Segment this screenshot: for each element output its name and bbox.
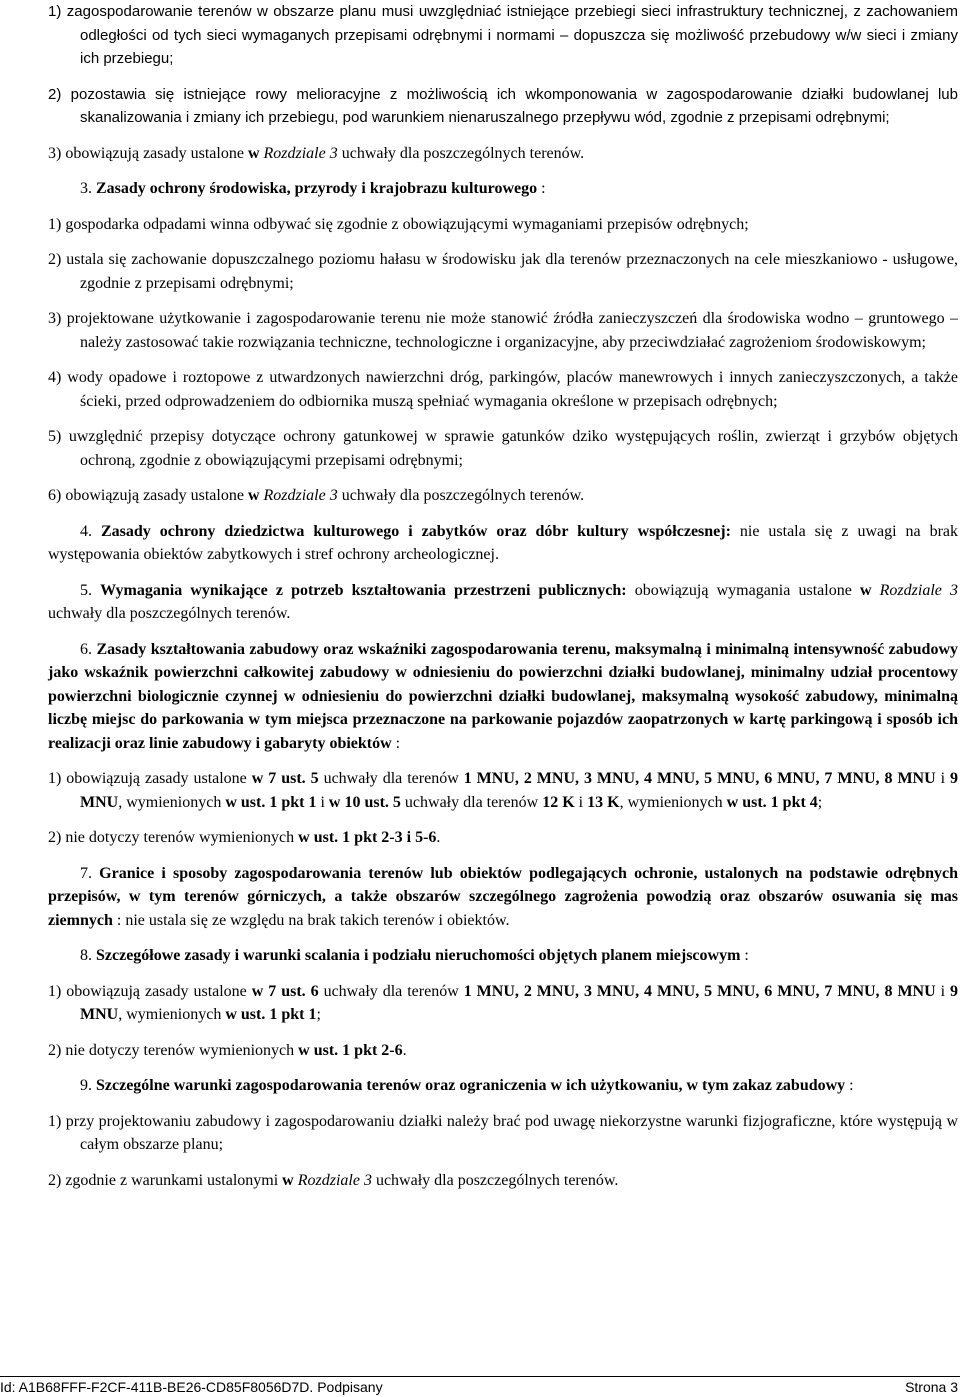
list-item: 2) pozostawia się istniejące rowy melioracyjne z możliwością ich wkomponowania w zagospodarowanie działki budowlanej lub skanalizowania i zmiany ich przebiegu, pod warunkiem nienaruszalnego przepływu wód, zgodnie z przepisami odrębnymi; [48, 85, 958, 126]
list-item: 1) zagospodarowanie terenów w obszarze planu musi uwzględniać istniejące przebiegi sieci infrastruktury technicznej, z zachowaniem odległości od tych sieci wymaganych przepisami odrębnymi i normami – dopuszcza się możliwość przebudowy w/w sieci i zmiany ich przebiegu; [48, 3, 958, 67]
section-heading: 6. Zasady kształtowania zabudowy oraz wskaźniki zagospodarowania terenu, maksymalną i minimalną intensywność zabudowy jako wskaźnik powierzchni całkowitej zabudowy w odniesieniu do powierzchni działki budowlanej, minimalny udział procentowy powierzchni biologicznie czynnej w odniesieniu do powierzchni działki budowlanej, maksymalną wysokość zabudowy, minimalną liczbę miejsc do parkowania w tym miejsca przeznaczone na parkowanie pojazdów zaopatrzonych w kartę parkingową i sposób ich realizacji oraz linie zabudowy i gabaryty obiektów : [48, 640, 958, 752]
document-id: Id: A1B68FFF-F2CF-411B-BE26-CD85F8056D7D. Podpisany [0, 1379, 383, 1395]
list-item: 2) zgodnie z warunkami ustalonymi w Rozdziale 3 uchwały dla poszczególnych terenów. [48, 1171, 619, 1189]
list-item: 5) uwzględnić przepisy dotyczące ochrony gatunkowej w sprawie gatunków dziko występujących roślin, zwierząt i grzybów objętych ochroną, zgodnie z obowiązującymi przepisami odrębnymi; [48, 428, 958, 469]
list-item: 1) obowiązują zasady ustalone w 7 ust. 5 uchwały dla terenów 1 MNU, 2 MNU, 3 MNU, 4 MNU, 5 MNU, 6 MNU, 7 MNU, 8 MNU i 9 MNU, wymienionych w ust. 1 pkt 1 i w 10 ust. 5 uchwały dla terenów 12 K i 13 K, wymienionych w ust. 1 pkt 4; [48, 770, 959, 811]
section-paragraph: 4. Zasady ochrony dziedzictwa kulturowego i zabytków oraz dóbr kultury współczesnej: nie ustala się z uwagi na brak występowania obiektów zabytkowych i stref ochrony archeologicznej. [48, 522, 959, 563]
list-item: 4) wody opadowe i roztopowe z utwardzonych nawierzchni dróg, parkingów, placów manewrowych i innych zanieczyszczonych, a także ścieki, przed odprowadzeniem do odbiornika muszą spełniać wymagania określone w przepisach odrębnych; [48, 369, 958, 410]
list-item: 3) obowiązują zasady ustalone w Rozdziale 3 uchwały dla poszczególnych terenów. [48, 144, 585, 162]
list-item: 1) gospodarka odpadami winna odbywać się zgodnie z obowiązującymi wymaganiami przepisów odrębnych; [48, 215, 749, 233]
list-item: 2) nie dotyczy terenów wymienionych w ust. 1 pkt 2-3 i 5-6. [48, 829, 441, 846]
page-footer [0, 1376, 960, 1397]
section-paragraph: 5. Wymagania wynikające z potrzeb kształtowania przestrzeni publicznych: obowiązują wymagania ustalone w Rozdziale 3 uchwały dla poszczególnych terenów. [48, 581, 958, 622]
list-item: 2) ustala się zachowanie dopuszczalnego poziomu hałasu w środowisku jak dla terenów przeznaczonych na cele mieszkaniowo - usługowe, zgodnie z przepisami odrębnymi; [48, 251, 959, 292]
section-heading: 8. Szczegółowe zasady i warunki scalania i podziału nieruchomości objętych planem miejscowym : [80, 947, 749, 964]
section-heading: 3. Zasady ochrony środowiska, przyrody i krajobrazu kulturowego : [80, 180, 546, 197]
document-page [48, 0, 958, 1204]
list-item: 1) obowiązują zasady ustalone w 7 ust. 6 uchwały dla terenów 1 MNU, 2 MNU, 3 MNU, 4 MNU, 5 MNU, 6 MNU, 7 MNU, 8 MNU i 9 MNU, wymienionych w ust. 1 pkt 1; [48, 982, 959, 1023]
list-item: 2) nie dotyczy terenów wymienionych w ust. 1 pkt 2-6. [48, 1041, 407, 1059]
list-item: 1) przy projektowaniu zabudowy i zagospodarowaniu działki należy brać pod uwagę niekorzystne warunki fizjograficzne, które występują w całym obszarze planu; [48, 1112, 959, 1153]
section-paragraph: 7. Granice i sposoby zagospodarowania terenów lub obiektów podlegających ochronie, ustalonych na podstawie odrębnych przepisów, w tym terenów górniczych, a także obszarów szczególnego zagrożenia powodzią oraz obszarów osuwania się mas ziemnych : nie ustala się ze względu na brak takich terenów i obiektów. [48, 864, 958, 929]
list-item: 6) obowiązują zasady ustalone w Rozdziale 3 uchwały dla poszczególnych terenów. [48, 487, 585, 504]
list-item: 3) projektowane użytkowanie i zagospodarowanie terenu nie może stanowić źródła zanieczyszczeń dla środowiska wodno – gruntowego – należy zastosować takie rozwiązania techniczne, technologiczne i organizacyjne, aby przeciwdziałać zagrożeniom środowiskowym; [48, 310, 959, 351]
page-number: Strona 3 [905, 1379, 958, 1395]
section-heading: 9. Szczególne warunki zagospodarowania terenów oraz ograniczenia w ich użytkowaniu, w tym zakaz zabudowy : [80, 1077, 854, 1094]
